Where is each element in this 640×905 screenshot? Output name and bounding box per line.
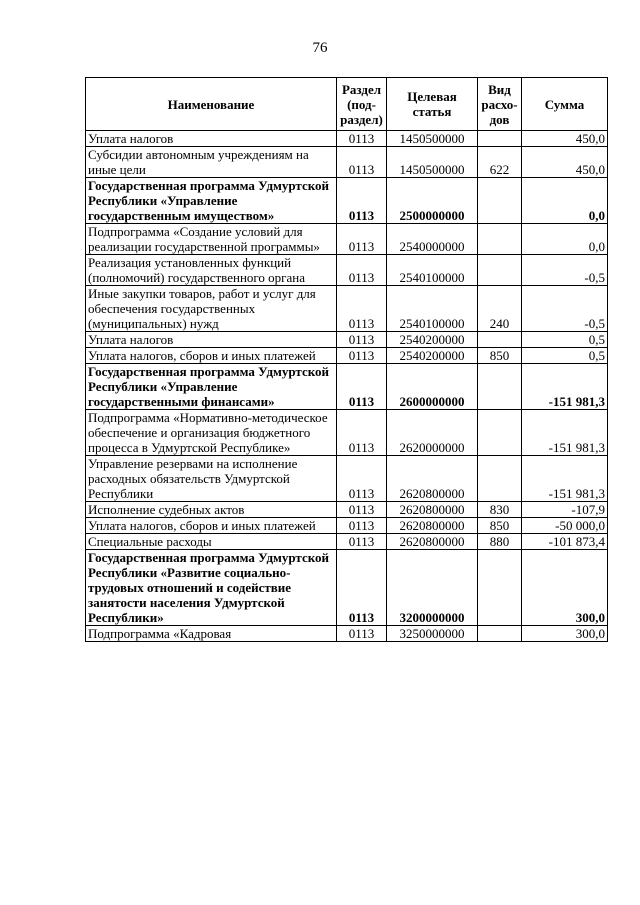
row-section-cell: 0113 — [337, 348, 387, 364]
row-name-cell: Уплата налогов — [86, 131, 337, 147]
row-section-cell: 0113 — [337, 332, 387, 348]
table-row — [86, 364, 608, 410]
table-header-row — [86, 78, 608, 131]
row-article-cell: 2500000000 — [387, 178, 478, 224]
table-row — [86, 178, 608, 224]
table-row — [86, 224, 608, 255]
row-sum-cell: -107,9 — [522, 502, 608, 518]
row-expense-type-cell — [478, 410, 522, 456]
header-section: Раздел (под- раздел) — [337, 78, 387, 131]
row-name-cell: Подпрограмма «Нормативно-методическое обеспечение и организация бюджетного процесса в Удмуртской Республике» — [86, 410, 337, 456]
row-section-cell: 0113 — [337, 550, 387, 626]
row-article-cell: 2600000000 — [387, 364, 478, 410]
row-sum-cell: 300,0 — [522, 550, 608, 626]
row-name-cell: Уплата налогов — [86, 332, 337, 348]
budget-table — [85, 77, 608, 642]
row-article-cell: 3250000000 — [387, 626, 478, 642]
row-article-cell: 1450500000 — [387, 147, 478, 178]
row-section-cell: 0113 — [337, 456, 387, 502]
table-row — [86, 131, 608, 147]
row-article-cell: 2540100000 — [387, 255, 478, 286]
row-name-cell: Подпрограмма «Кадровая — [86, 626, 337, 642]
row-name-cell: Реализация установленных функций (полномочий) государственного органа — [86, 255, 337, 286]
row-name-cell: Исполнение судебных актов — [86, 502, 337, 518]
row-section-cell: 0113 — [337, 534, 387, 550]
table-row — [86, 410, 608, 456]
table-row — [86, 518, 608, 534]
table-row — [86, 534, 608, 550]
row-article-cell: 2620800000 — [387, 518, 478, 534]
row-name-cell: Иные закупки товаров, работ и услуг для обеспечения государственных (муниципальных) нужд — [86, 286, 337, 332]
row-article-cell: 2620000000 — [387, 410, 478, 456]
row-expense-type-cell: 240 — [478, 286, 522, 332]
header-name: Наименование — [86, 78, 337, 131]
row-name-cell: Уплата налогов, сборов и иных платежей — [86, 518, 337, 534]
row-sum-cell: 0,0 — [522, 178, 608, 224]
row-name-cell: Субсидии автономным учреждениям на иные цели — [86, 147, 337, 178]
header-article: Целевая статья — [387, 78, 478, 131]
row-article-cell: 2540100000 — [387, 286, 478, 332]
row-section-cell: 0113 — [337, 224, 387, 255]
row-name-cell: Уплата налогов, сборов и иных платежей — [86, 348, 337, 364]
row-expense-type-cell — [478, 131, 522, 147]
table-row — [86, 502, 608, 518]
row-name-cell: Государственная программа Удмуртской Республики «Развитие социально-трудовых отношений и содействие занятости населения Удмуртской Республики» — [86, 550, 337, 626]
row-sum-cell: -0,5 — [522, 255, 608, 286]
row-sum-cell: -151 981,3 — [522, 456, 608, 502]
table-row — [86, 147, 608, 178]
row-sum-cell: 0,5 — [522, 332, 608, 348]
row-sum-cell: 0,0 — [522, 224, 608, 255]
header-expense-type: Вид расхо- дов — [478, 78, 522, 131]
row-section-cell: 0113 — [337, 255, 387, 286]
row-article-cell: 3200000000 — [387, 550, 478, 626]
table-row — [86, 332, 608, 348]
row-expense-type-cell: 880 — [478, 534, 522, 550]
row-section-cell: 0113 — [337, 410, 387, 456]
row-expense-type-cell — [478, 626, 522, 642]
table-row — [86, 550, 608, 626]
row-article-cell: 2620800000 — [387, 456, 478, 502]
header-sum: Сумма — [522, 78, 608, 131]
table-row — [86, 255, 608, 286]
table-row — [86, 348, 608, 364]
row-expense-type-cell — [478, 332, 522, 348]
row-section-cell: 0113 — [337, 364, 387, 410]
row-section-cell: 0113 — [337, 518, 387, 534]
row-sum-cell: 0,5 — [522, 348, 608, 364]
table-row — [86, 456, 608, 502]
row-article-cell: 2620800000 — [387, 534, 478, 550]
row-name-cell: Государственная программа Удмуртской Республики «Управление государственными финансами» — [86, 364, 337, 410]
row-section-cell: 0113 — [337, 131, 387, 147]
row-expense-type-cell — [478, 550, 522, 626]
row-expense-type-cell: 622 — [478, 147, 522, 178]
row-expense-type-cell — [478, 456, 522, 502]
row-sum-cell: -151 981,3 — [522, 364, 608, 410]
row-section-cell: 0113 — [337, 286, 387, 332]
row-section-cell: 0113 — [337, 178, 387, 224]
row-name-cell: Управление резервами на исполнение расходных обязательств Удмуртской Республики — [86, 456, 337, 502]
row-section-cell: 0113 — [337, 626, 387, 642]
row-expense-type-cell — [478, 255, 522, 286]
row-section-cell: 0113 — [337, 147, 387, 178]
row-sum-cell: -50 000,0 — [522, 518, 608, 534]
row-sum-cell: -0,5 — [522, 286, 608, 332]
row-expense-type-cell — [478, 224, 522, 255]
row-sum-cell: 300,0 — [522, 626, 608, 642]
row-sum-cell: 450,0 — [522, 147, 608, 178]
table-row — [86, 626, 608, 642]
row-expense-type-cell — [478, 364, 522, 410]
row-sum-cell: -151 981,3 — [522, 410, 608, 456]
row-expense-type-cell: 850 — [478, 348, 522, 364]
row-expense-type-cell — [478, 178, 522, 224]
row-section-cell: 0113 — [337, 502, 387, 518]
table-row — [86, 286, 608, 332]
row-article-cell: 2620800000 — [387, 502, 478, 518]
row-sum-cell: 450,0 — [522, 131, 608, 147]
row-name-cell: Государственная программа Удмуртской Республики «Управление государственным имуществом» — [86, 178, 337, 224]
row-expense-type-cell: 850 — [478, 518, 522, 534]
row-article-cell: 2540000000 — [387, 224, 478, 255]
table-body — [86, 131, 608, 642]
row-name-cell: Специальные расходы — [86, 534, 337, 550]
row-expense-type-cell: 830 — [478, 502, 522, 518]
page-number: 76 — [312, 40, 328, 56]
row-sum-cell: -101 873,4 — [522, 534, 608, 550]
row-name-cell: Подпрограмма «Создание условий для реализации государственной программы» — [86, 224, 337, 255]
row-article-cell: 1450500000 — [387, 131, 478, 147]
row-article-cell: 2540200000 — [387, 348, 478, 364]
row-article-cell: 2540200000 — [387, 332, 478, 348]
